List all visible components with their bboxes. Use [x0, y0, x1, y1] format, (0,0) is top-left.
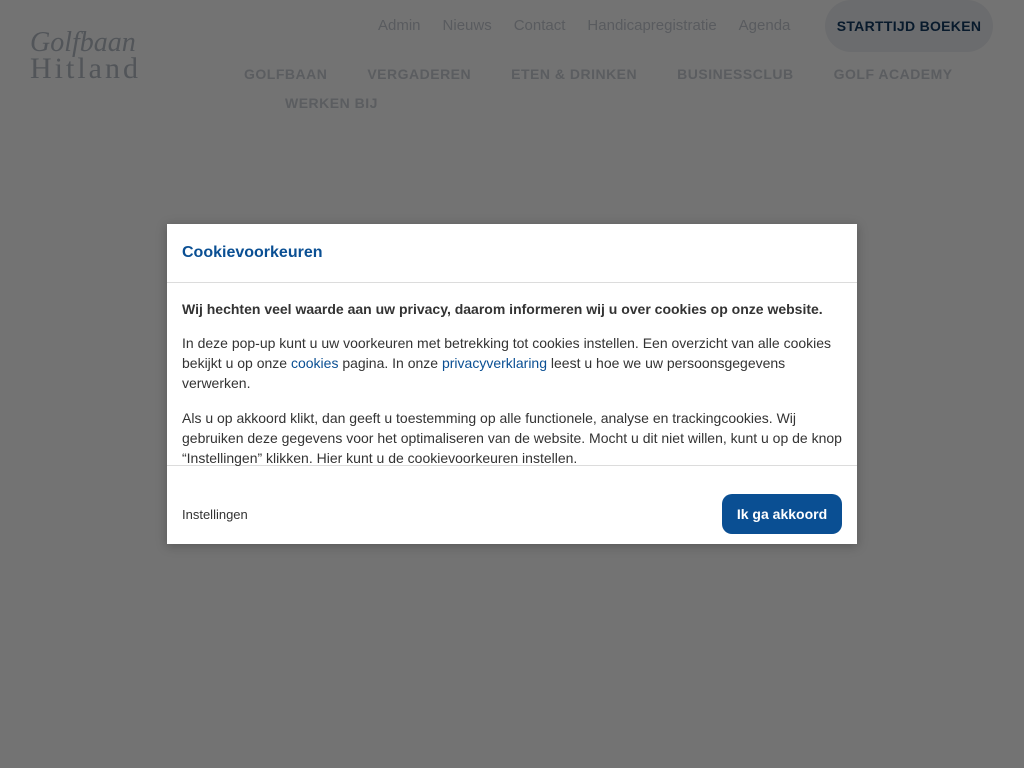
settings-button[interactable]: Instellingen	[182, 506, 248, 522]
paragraph-text: leest u hoe we uw persoonsgegevens verwerken.	[182, 355, 786, 391]
accept-cookies-button[interactable]: Ik ga akkoord	[722, 494, 842, 534]
dialog-footer	[167, 484, 857, 544]
cookies-page-link[interactable]: cookies	[290, 355, 339, 371]
cookie-consent-dialog	[167, 224, 857, 544]
dialog-header	[167, 224, 857, 283]
paragraph-text: pagina. In onze	[338, 355, 442, 371]
paragraph-text: In deze pop-up kunt u uw voorkeuren met betrekking tot cookies instellen. Een overzicht van alle cookies bekijkt u op onze	[182, 335, 832, 371]
privacy-lead-text: Wij hechten veel waarde aan uw privacy, daarom informeren wij u over cookies op onze website.	[182, 301, 823, 317]
cookie-info-paragraph	[182, 333, 842, 393]
dialog-title: Cookievoorkeuren	[182, 244, 323, 261]
privacy-statement-link[interactable]: privacyverklaring	[441, 355, 548, 371]
dialog-body	[167, 283, 857, 466]
consent-explanation-paragraph: Als u op akkoord klikt, dan geeft u toestemming op alle functionele, analyse en trackingcookies. Wij gebruiken deze gegevens voor het optimaliseren van de website. Mocht u dit niet willen, kunt u op de knop “Instellingen” klikken. Hier kunt u de cookievoorkeuren instellen.	[182, 410, 842, 466]
